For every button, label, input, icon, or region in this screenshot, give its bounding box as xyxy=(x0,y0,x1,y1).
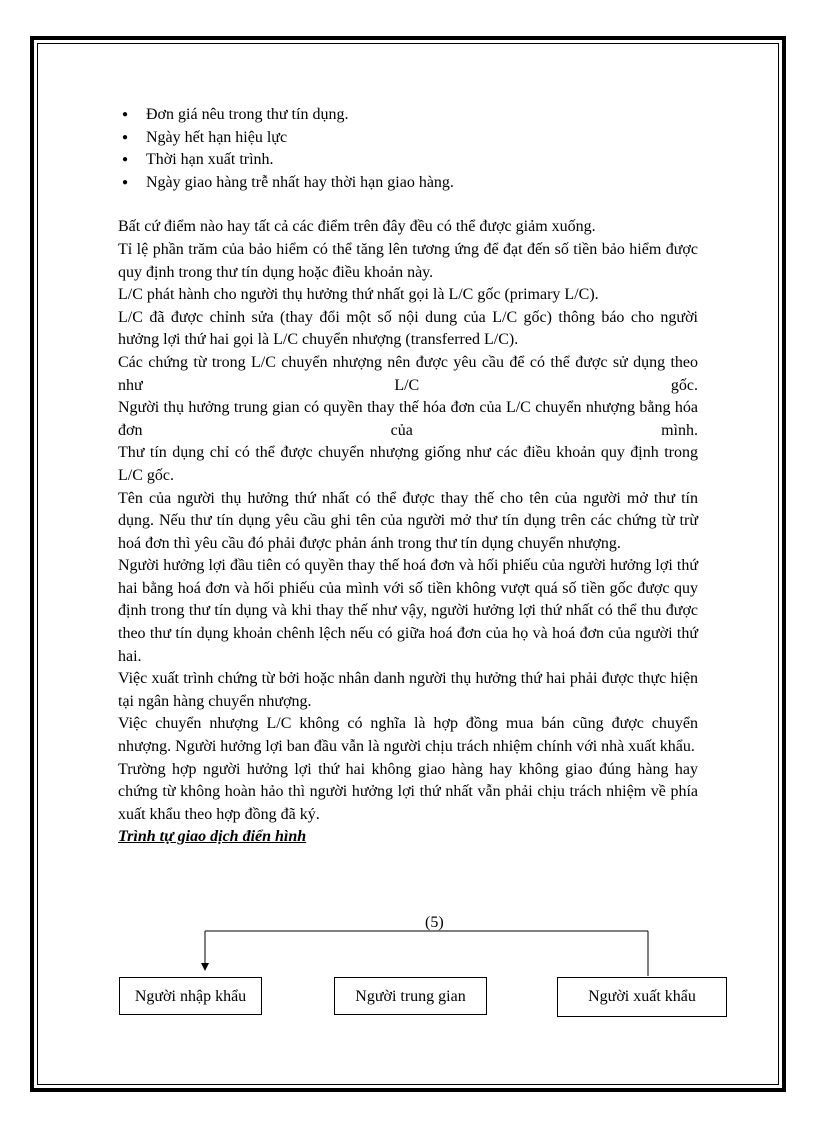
list-item: ● Ngày giao hàng trễ nhất hay thời hạn giao hàng. xyxy=(146,172,698,195)
bullet-list xyxy=(118,104,698,194)
section-heading: Trình tự giao dịch điển hình xyxy=(118,828,307,846)
exporter-box: Người xuất khẩu xyxy=(557,977,727,1017)
list-item: ● Thời hạn xuất trình. xyxy=(146,149,698,172)
intermediary-box: Người trung gian xyxy=(334,977,487,1015)
importer-box: Người nhập khẩu xyxy=(119,977,262,1015)
paragraph: Tỉ lệ phần trăm của bảo hiểm có thể tăng lên tương ứng để đạt đến số tiền bảo hiểm được quy định trong thư tín dụng hoặc điều khoản này. xyxy=(118,240,698,281)
list-item: ● Ngày hết hạn hiệu lực xyxy=(146,127,698,150)
paragraph: Trường hợp người hưởng lợi thứ hai không giao hàng hay không giao đúng hàng hay chứng từ không hoàn hảo thì người hưởng lợi thứ nhất vẫn phải chịu trách nhiệm về phía xuất khẩu theo hợp đồng đã ký. xyxy=(118,760,698,823)
paragraph: Người thụ hưởng trung gian có quyền thay thế hóa đơn của L/C chuyển nhượng bằng hóa đơn của mình. xyxy=(118,399,698,439)
spacer xyxy=(118,194,698,216)
paragraph: L/C phát hành cho người thụ hưởng thứ nhất gọi là L/C gốc (primary L/C). xyxy=(118,286,599,304)
arrow-label-5: (5) xyxy=(425,914,444,931)
paragraph: L/C đã được chỉnh sửa (thay đổi một số nội dung của L/C gốc) thông báo cho người hưởng lợi thứ hai gọi là L/C chuyển nhượng (transferred L/C). xyxy=(118,308,698,349)
list-item: ● Đơn giá nêu trong thư tín dụng. xyxy=(146,104,698,127)
paragraph: Tên của người thụ hưởng thứ nhất có thể được thay thế cho tên của người mở thư tín dụng. Nếu thư tín dụng yêu cầu ghi tên của người mở thư tín dụng trên các chứng từ trừ hoá đơn thì yêu cầu đó phải được phản ánh trong thư tín dụng chuyển nhượng. xyxy=(118,489,698,552)
paragraph: Các chứng từ trong L/C chuyển nhượng nên được yêu cầu để có thể được sử dụng theo như L/C gốc. xyxy=(118,353,698,394)
document-body xyxy=(118,104,698,849)
paragraph: Người hưởng lợi đầu tiên có quyền thay thế hoá đơn và hối phiếu của người hưởng lợi thứ hai bằng hoá đơn và hối phiếu của mình với số tiền không vượt quá số tiền gốc được quy định trong thư tín dụng và khi thay thế như vậy, người hưởng lợi thứ nhất có thể thu được theo thư tín dụng khoản chênh lệch nếu có giữa hoá đơn của họ và hoá đơn của người thứ hai. xyxy=(118,557,698,665)
paragraph: Bất cứ điểm nào hay tất cả các điểm trên đây đều có thể được giảm xuống. xyxy=(118,218,596,236)
paragraph: Việc xuất trình chứng từ bởi hoặc nhân danh người thụ hưởng thứ hai phải được thực hiện tại ngân hàng chuyển nhượng. xyxy=(118,670,698,710)
paragraph: Thư tín dụng chỉ có thể được chuyển nhượng giống như các điều khoản quy định trong L/C gốc. xyxy=(118,444,698,484)
paragraph: Việc chuyển nhượng L/C không có nghĩa là hợp đồng mua bán cũng được chuyển nhượng. Người hưởng lợi ban đầu vẫn là người chịu trách nhiệm chính với nhà xuất khẩu. xyxy=(118,715,698,756)
